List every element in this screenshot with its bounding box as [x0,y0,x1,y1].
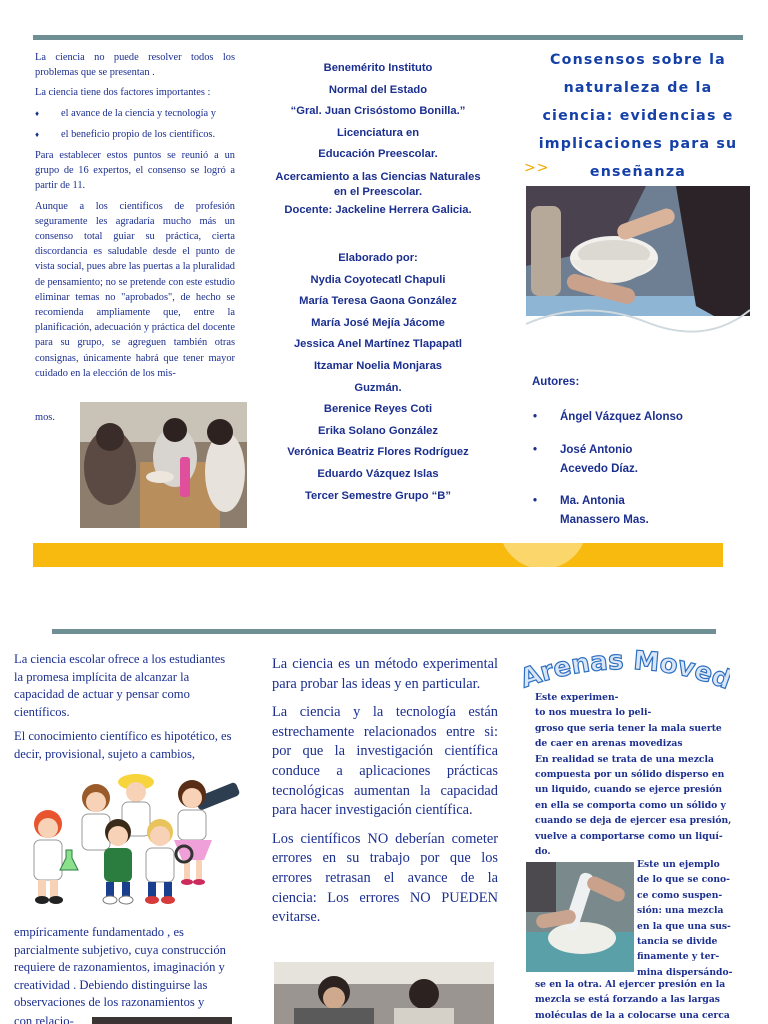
students-photo [274,962,494,1024]
panel1-column-2 [262,58,494,222]
member: Itzamar Noelia Monjaras [313,359,443,372]
member: Guzmán. [354,381,402,394]
paragraph: La ciencia no puede resolver todos los problemas que se presentan . [35,52,235,79]
authors-list [262,248,494,507]
institution-line: Educación Preescolar. [318,148,438,161]
member: María Teresa Gaona González [299,295,457,308]
institution-line: Benemérito Instituto [323,62,433,74]
bullet-dot: • [533,444,538,456]
bottom-photo-strip [92,1014,232,1024]
autores-heading: Autores: [532,376,580,388]
autor-item: • Ángel Vázquez Alonso [533,408,733,427]
children-scientists-clipart [26,768,240,910]
paragraph: La ciencia tiene dos factores importantes : [35,87,211,99]
autor-item: • José Antonio Acevedo Díaz. [533,441,733,479]
member: Berenice Reyes Coti [323,403,433,416]
paragraph: Aunque a los científicos de profesión seguramente les agradaría mucho más un consenso total guiar su práctica, cierta discordancia es saludable desde el punto de vista social, pues abre las puertas a la pluralidad de pensamiento; no se pretende con este estudio eliminar temas no "aprobados", de hecho se recomienda ampliamente que, entre la planificación, adecuación y práctica del docente para su grupo, se agreguen también otras consignas, únicamente habrá que tener mayor cuidado en la elección de los mis- [35,200,235,379]
decorative-band [33,543,723,567]
institution-line: Docente: Jackeline Herrera Galicia. [284,203,472,216]
panel2-left-column [14,651,236,771]
elaborado-label: Elaborado por: [338,252,418,264]
middle-rule [52,629,716,634]
institution-line: Normal del Estado [328,83,428,96]
brochure-title: Consensos sobre la naturaleza de la ciencia: evidencias e implicaciones para su enseñanza [538,52,738,180]
classroom-photo [80,402,247,528]
suspension-photo [526,862,634,972]
member: Nydia Coyotecatl Chapuli [310,273,446,286]
panel2-left-continued [14,924,236,1019]
paragraph: Los científicos NO deberían cometer errores en su trabajo por que los errores retrasan el avance de la ciencia: Los errores NO PUEDEN evitarse. [272,830,498,926]
institution-line: Acercamiento a las Ciencias Naturales [275,170,481,183]
suspension-description: Este un ejemplo de lo que se cono- ce como suspen- sión: una mezcla en la que una sus- tancia se divide finamente y ter- mina dispersándo- [637,859,733,978]
paragraph: Para establecer estos puntos se reunió a un grupo de 16 expertos, el consenso se logró a partir de 11. [35,150,235,192]
bullet-item: ♦ el beneficio propio de los científicos. [35,127,235,142]
paragraph: La ciencia escolar ofrece a los estudiantes la promesa implícita de alcanzar la capacidad de actuar y pensar como científicos. [14,652,226,719]
top-rule [33,35,743,40]
panel1-column-1 [35,50,235,386]
paragraph: El conocimiento científico es hipotético, es decir, provisional, sujeto a cambios, [14,729,232,761]
paragraph-tail: con relacio- [14,1014,74,1024]
bowl-experiment-photo [526,186,750,362]
autor-item: • Ma. Antonia Manassero Mas. [533,492,733,530]
member: Tercer Semestre Grupo “B” [305,489,451,502]
svg-text:Arenas Movedizas: Arenas Move [518,648,717,695]
institution-line: Licenciatura en [336,126,420,139]
member: Eduardo Vázquez Islas [317,467,439,480]
paragraph: empíricamente fundamentado , es parcialmente subjetivo, cuya construcción requiere de razonamientos, imaginación y creatividad . Debiendo distinguirse las observaciones de los razonamientos y [14,925,226,1010]
bullet-item: ♦ el avance de la ciencia y tecnología y [35,106,235,121]
suspension-description-continued: se en la otra. Al ejercer presión en la mezcla se está forzando a las largas moléculas de la a colocarse una cerca [535,979,730,1021]
experiment-description: Este experimen- to nos muestra lo peli- groso que seria tener la mala suerte de caer en arenas movedizas En realidad se trata de una mezcla compuesta por un sólido disperso en un liquido, cuando se ejerce presión en ella se comporta como un sólido y cuando se deja de ejercer esa presión, vuelve a comportarse como un liquí- do. [535,692,732,858]
arrows-decoration: >> [524,160,550,176]
bullet-dot: • [533,411,538,423]
member: Erika Solano González [318,424,438,437]
member: Verónica Beatriz Flores Rodríguez [287,446,469,459]
panel2-middle-column [272,655,498,937]
paragraph: La ciencia es un método experimental para probar las ideas y en particular. [272,656,498,692]
institution-line: “Gral. Juan Crisóstomo Bonilla.” [290,105,466,118]
institution-line: en el Preescolar. [333,185,423,198]
paragraph-tail: mos. [35,412,55,423]
bullet-dot: • [533,495,538,507]
member: María José Mejía Jácome [311,316,445,329]
paragraph: La ciencia y la tecnología están estrechamente relacionados entre si: por que la investigación científica conduce a aplicaciones prácticas tecnológicas aumentan la capacidad para hacer investigación científica. [272,704,498,819]
member: Jessica Anel Martínez Tlapapatl [293,338,463,351]
